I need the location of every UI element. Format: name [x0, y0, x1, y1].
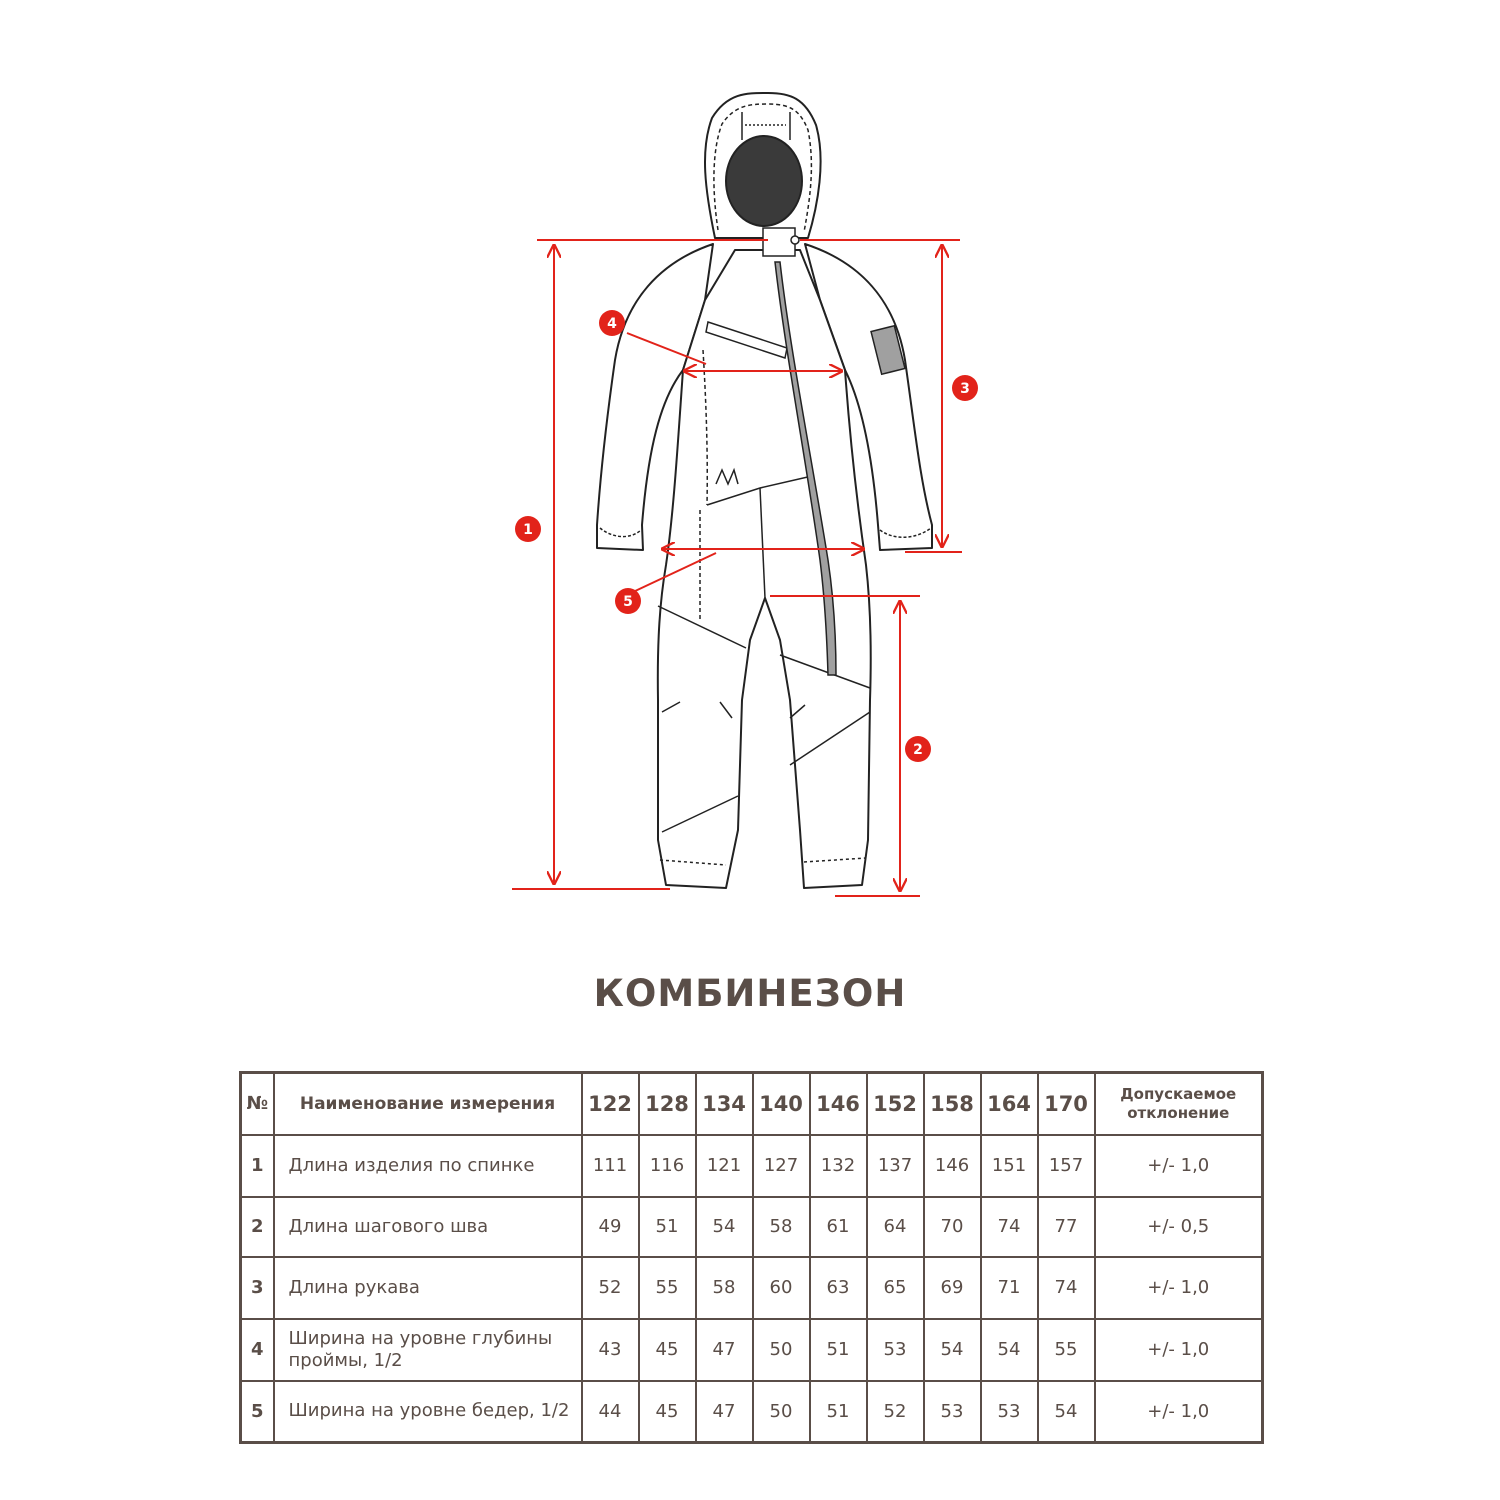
size-value: 61 — [810, 1197, 867, 1257]
measurement-name — [274, 1257, 582, 1319]
size-value: 45 — [639, 1319, 696, 1381]
size-value: 53 — [924, 1381, 981, 1443]
size-value: 50 — [753, 1319, 810, 1381]
size-value: 146 — [924, 1135, 981, 1197]
size-value: 52 — [867, 1381, 924, 1443]
size-value: 51 — [810, 1381, 867, 1443]
header-size: 140 — [753, 1073, 810, 1135]
table-row — [241, 1257, 1263, 1319]
measurement-name-line2: проймы, 1/2 — [288, 1349, 403, 1371]
size-value: 77 — [1038, 1197, 1095, 1257]
size-value: 53 — [867, 1319, 924, 1381]
measurement-name — [274, 1319, 582, 1381]
header-size: 164 — [981, 1073, 1038, 1135]
header-size: 158 — [924, 1073, 981, 1135]
measurement-name — [274, 1197, 582, 1257]
size-value: 47 — [696, 1381, 753, 1443]
size-value: 54 — [1038, 1381, 1095, 1443]
marker-5 — [615, 588, 641, 614]
size-value: 58 — [696, 1257, 753, 1319]
header-size: 128 — [639, 1073, 696, 1135]
header-size: 122 — [582, 1073, 639, 1135]
tolerance-value: +/- 1,0 — [1095, 1135, 1263, 1197]
chin-tab — [763, 228, 795, 256]
size-value: 43 — [582, 1319, 639, 1381]
header-number: № — [241, 1073, 274, 1135]
size-value: 74 — [981, 1197, 1038, 1257]
size-value: 121 — [696, 1135, 753, 1197]
measurement-name — [274, 1381, 582, 1443]
header-size: 152 — [867, 1073, 924, 1135]
svg-text:3: 3 — [960, 381, 970, 397]
measurement-name — [274, 1135, 582, 1197]
size-value: 52 — [582, 1257, 639, 1319]
header-tolerance-line1: Допускаемое — [1120, 1084, 1237, 1103]
snap-button — [791, 236, 799, 244]
table-row — [241, 1319, 1263, 1381]
marker-4 — [599, 310, 625, 336]
size-value: 51 — [639, 1197, 696, 1257]
svg-text:5: 5 — [623, 594, 633, 610]
tolerance-value: +/- 1,0 — [1095, 1257, 1263, 1319]
table-header-row — [241, 1073, 1263, 1135]
svg-text:2: 2 — [913, 742, 923, 758]
size-value: 44 — [582, 1381, 639, 1443]
table-row — [241, 1135, 1263, 1197]
row-number: 3 — [241, 1257, 274, 1319]
header-size: 146 — [810, 1073, 867, 1135]
measurement-name-line1: Ширина на уровне бедер, 1/2 — [288, 1400, 570, 1422]
size-value: 49 — [582, 1197, 639, 1257]
size-value: 50 — [753, 1381, 810, 1443]
table-row — [241, 1381, 1263, 1443]
size-value: 60 — [753, 1257, 810, 1319]
size-value: 45 — [639, 1381, 696, 1443]
svg-text:4: 4 — [607, 316, 617, 332]
size-value: 63 — [810, 1257, 867, 1319]
marker-2 — [905, 736, 931, 762]
header-tolerance-line2: отклонение — [1127, 1103, 1230, 1122]
row-number: 1 — [241, 1135, 274, 1197]
size-value: 111 — [582, 1135, 639, 1197]
size-value: 151 — [981, 1135, 1038, 1197]
table-row — [241, 1197, 1263, 1257]
size-value: 116 — [639, 1135, 696, 1197]
size-value: 137 — [867, 1135, 924, 1197]
marker-1 — [515, 516, 541, 542]
size-value: 157 — [1038, 1135, 1095, 1197]
size-value: 132 — [810, 1135, 867, 1197]
size-value: 54 — [924, 1319, 981, 1381]
hood-face-opening — [726, 136, 802, 226]
header-measurement-name: Наименование измерения — [274, 1073, 582, 1135]
measurement-name-line1: Длина шагового шва — [288, 1215, 489, 1237]
header-size: 134 — [696, 1073, 753, 1135]
size-value: 53 — [981, 1381, 1038, 1443]
tolerance-value: +/- 1,0 — [1095, 1381, 1263, 1443]
measurement-name-line1: Длина изделия по спинке — [288, 1154, 535, 1176]
measurement-name-line1: Ширина на уровне глубины — [288, 1327, 553, 1349]
header-size: 170 — [1038, 1073, 1095, 1135]
size-value: 65 — [867, 1257, 924, 1319]
size-value: 69 — [924, 1257, 981, 1319]
header-tolerance — [1095, 1073, 1263, 1135]
size-value: 54 — [981, 1319, 1038, 1381]
size-value: 51 — [810, 1319, 867, 1381]
size-value: 55 — [1038, 1319, 1095, 1381]
tolerance-value: +/- 0,5 — [1095, 1197, 1263, 1257]
svg-text:1: 1 — [523, 522, 533, 538]
size-chart-table — [239, 1071, 1264, 1444]
size-value: 55 — [639, 1257, 696, 1319]
tolerance-value: +/- 1,0 — [1095, 1319, 1263, 1381]
size-value: 127 — [753, 1135, 810, 1197]
row-number: 2 — [241, 1197, 274, 1257]
row-number: 4 — [241, 1319, 274, 1381]
size-value: 71 — [981, 1257, 1038, 1319]
row-number: 5 — [241, 1381, 274, 1443]
product-title: КОМБИНЕЗОН — [593, 972, 907, 1015]
size-value: 54 — [696, 1197, 753, 1257]
size-value: 47 — [696, 1319, 753, 1381]
size-value: 70 — [924, 1197, 981, 1257]
size-value: 64 — [867, 1197, 924, 1257]
size-value: 74 — [1038, 1257, 1095, 1319]
marker-3 — [952, 375, 978, 401]
measurement-name-line1: Длина рукава — [288, 1276, 420, 1298]
size-value: 58 — [753, 1197, 810, 1257]
